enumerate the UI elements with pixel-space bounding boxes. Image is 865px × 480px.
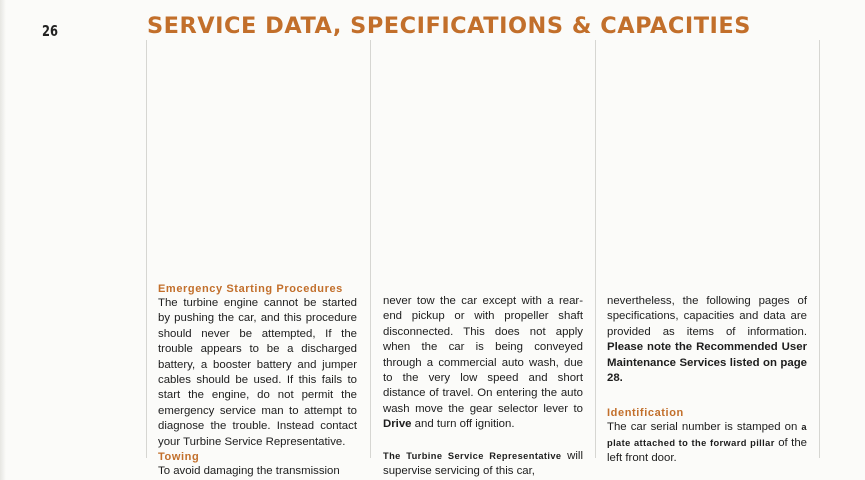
towing-text-1: never tow the car except with a rear-end pickup or with propeller shaft disconnected. This does not apply when the car is being conveyed through a commercial auto wash, due to the very low speed and short distance of travel. On entering the auto wash move the gear selector lever to (383, 295, 583, 415)
heading-towing: Towing (158, 451, 200, 464)
service-rep-text: will supervise servicing of this car, (383, 449, 583, 478)
page-number: 26 (42, 22, 58, 40)
column-3 (607, 294, 807, 467)
maintenance-note-bold: Please note the Recommended User Maintenance Services listed on page 28. (607, 341, 807, 385)
identification-text-2: of the left front door. (607, 436, 807, 465)
identification-small-text: a plate attached to the forward pillar (607, 422, 807, 448)
page-title: SERVICE DATA, SPECIFICATIONS & CAPACITIES (147, 14, 751, 39)
heading-emergency-starting: Emergency Starting Procedures (158, 283, 343, 295)
column-2 (383, 294, 583, 479)
column-rule-1 (146, 40, 147, 458)
paragraph-identification (607, 420, 807, 466)
paragraph-emergency-starting: The turbine engine cannot be started by pushing the car, and this procedure should never be attempted, If the trouble appears to be a discharged battery, a booster battery and jumper cables should be used. If this fails to start the engine, do not permit the emergency service man to attempt to diagnose the trouble. Instead contact your Turbine Service Representative. (158, 297, 357, 448)
spacer (607, 386, 807, 406)
column-rule-3 (595, 40, 596, 458)
page-edge-shadow (0, 0, 6, 480)
column-1 (158, 282, 357, 479)
paragraph-towing-start: To avoid damaging the transmission (158, 465, 340, 478)
column-rule-4 (819, 40, 820, 458)
paragraph-specifications-note (607, 294, 807, 386)
paragraph-service-rep (383, 449, 583, 480)
drive-emphasis: Drive (383, 418, 412, 431)
towing-text-2: and turn off ignition. (411, 418, 515, 431)
paragraph-towing-continued (383, 294, 583, 433)
spacer (383, 433, 583, 449)
heading-identification: Identification (607, 407, 684, 420)
service-rep-bold: The Turbine Service Representative (383, 450, 562, 461)
identification-text-1: The car serial number is stamped on (607, 421, 802, 434)
column-rule-2 (370, 40, 371, 458)
spec-note-text: nevertheless, the following pages of specifications, capacities and data are provided as items of information. (607, 295, 807, 338)
